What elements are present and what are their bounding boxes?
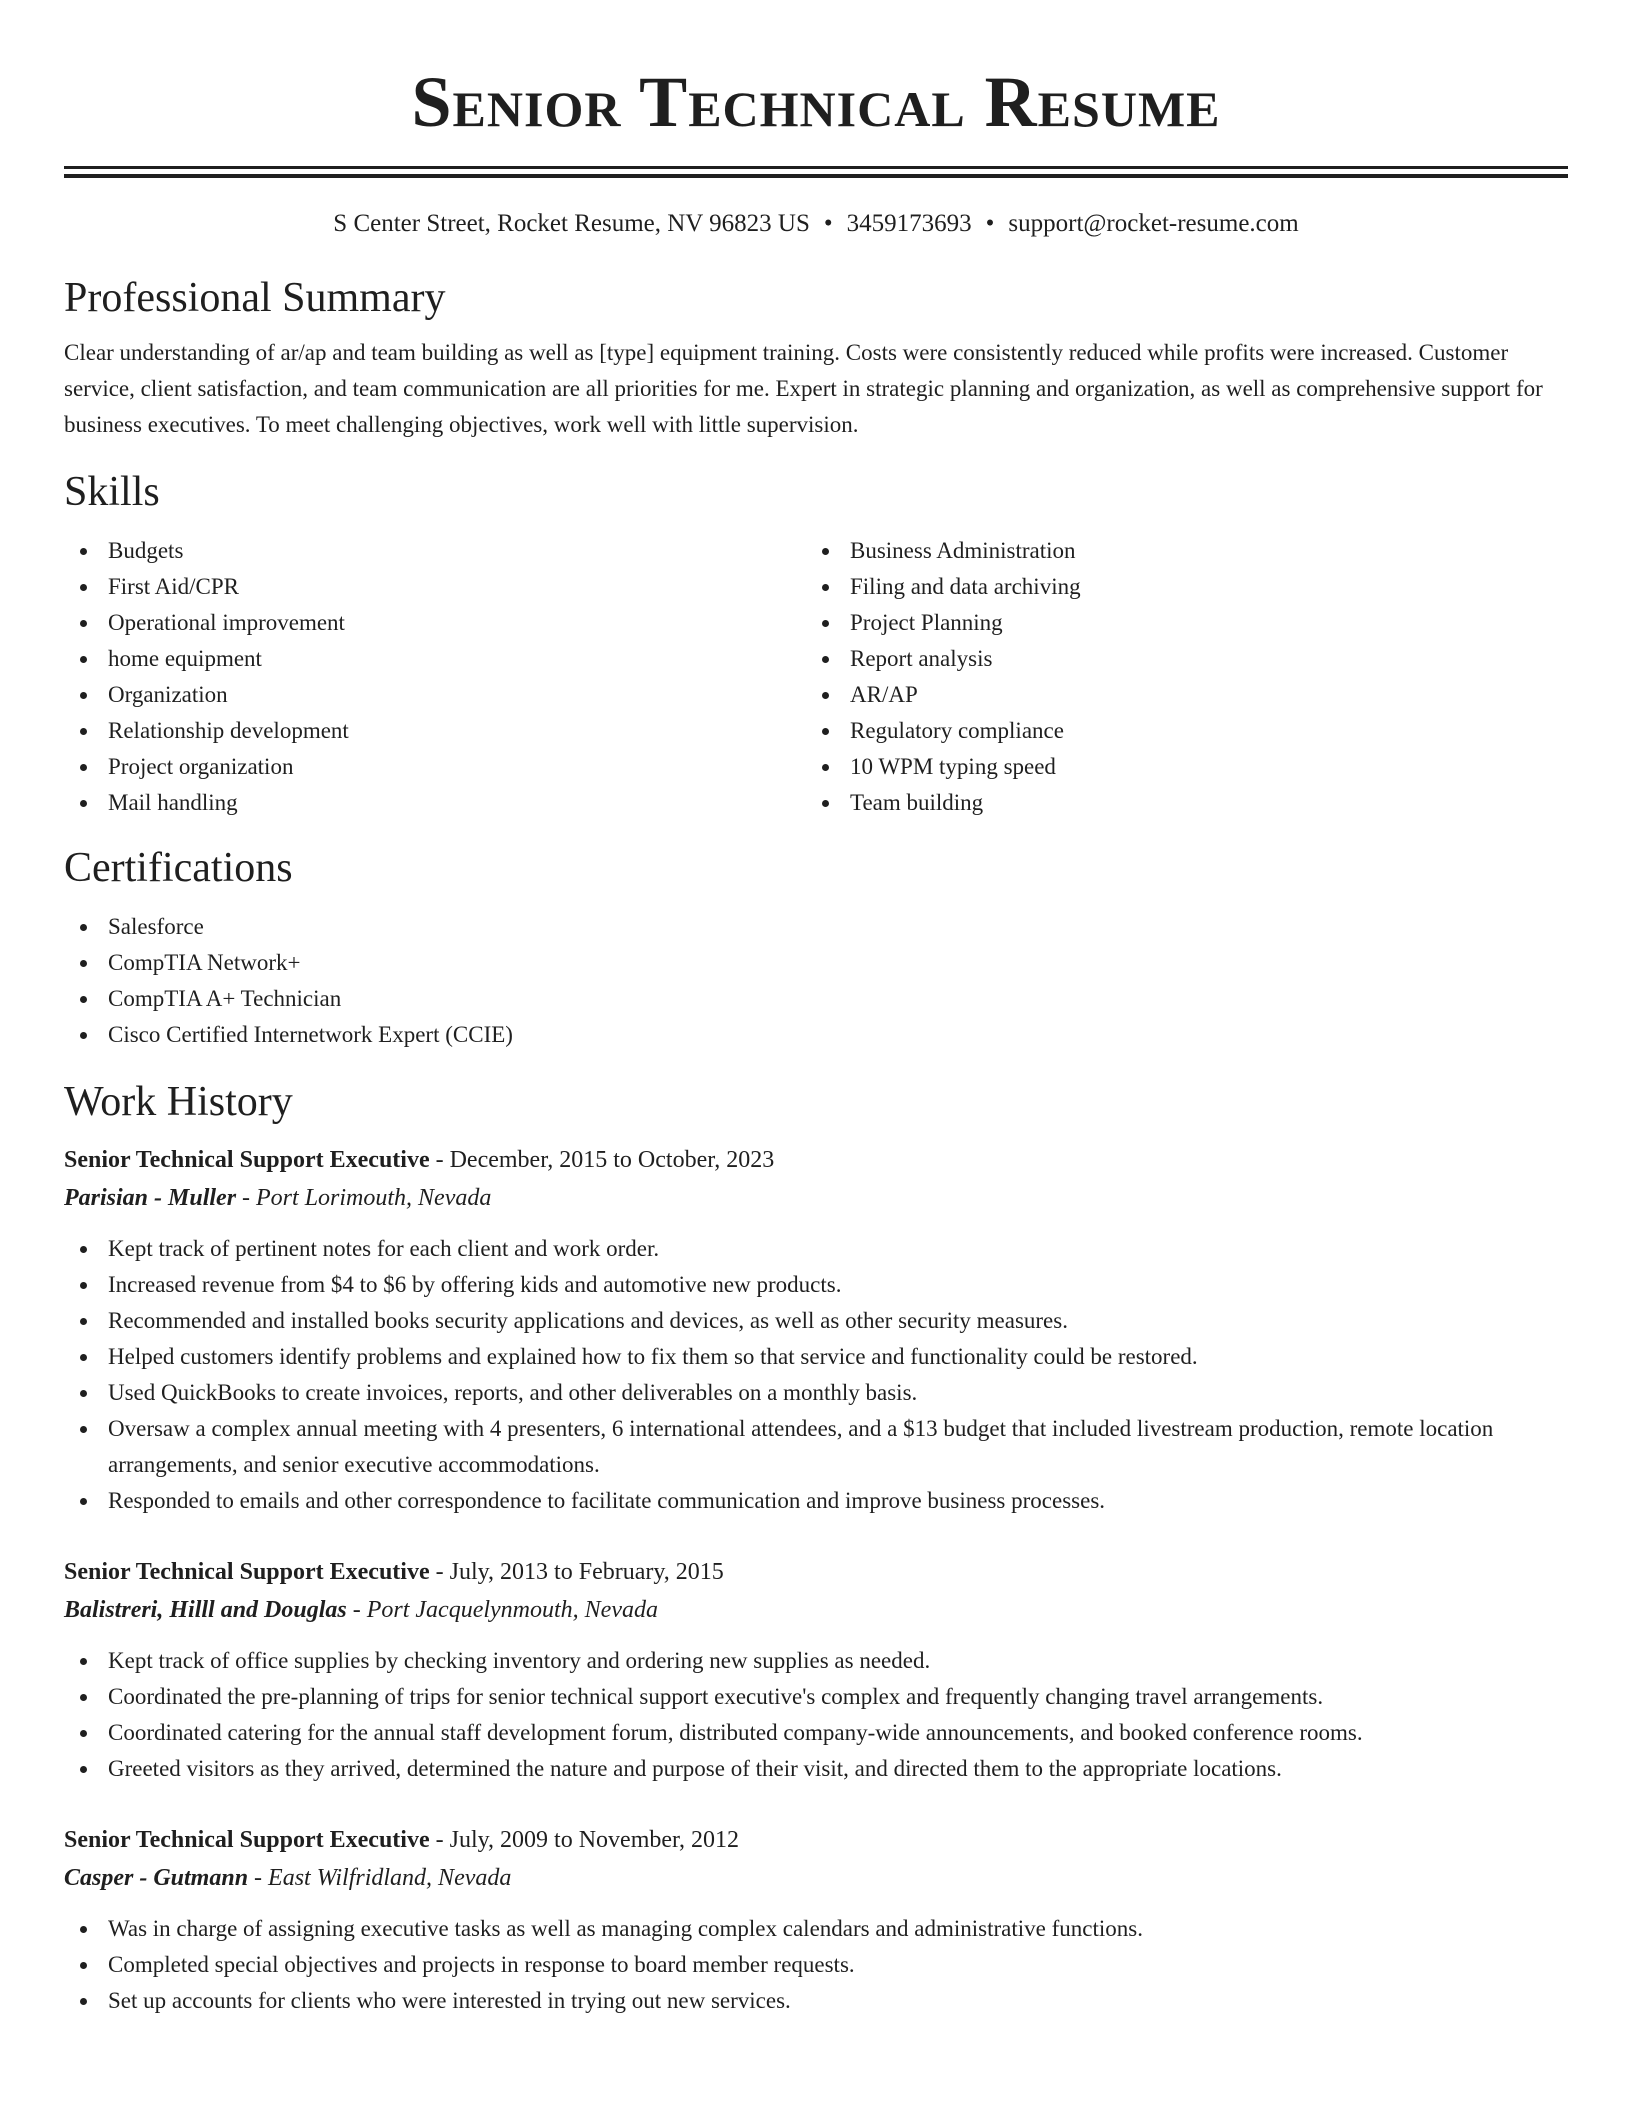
skill-item: AR/AP: [806, 677, 1548, 713]
job-entry: [64, 1821, 1568, 2019]
duty-item: Increased revenue from $4 to $6 by offering kids and automotive new products.: [64, 1267, 1568, 1303]
job-dates: - July, 2009 to November, 2012: [429, 1827, 740, 1853]
certification-item: Salesforce: [64, 909, 1568, 945]
company-name: Casper - Gutmann: [64, 1865, 249, 1891]
duty-item: Completed special objectives and projects in response to board member requests.: [64, 1947, 1568, 1983]
duty-item: Was in charge of assigning executive tasks as well as managing complex calendars and administrative functions.: [64, 1911, 1568, 1947]
contact-phone: 3459173693: [846, 210, 972, 237]
skill-item: Regulatory compliance: [806, 713, 1548, 749]
contact-line: [64, 209, 1568, 239]
certification-item: Cisco Certified Internetwork Expert (CCIE): [64, 1017, 1568, 1053]
certification-item: CompTIA A+ Technician: [64, 981, 1568, 1017]
job-title-line: [64, 1553, 1568, 1591]
skills-heading: Skills: [64, 469, 160, 515]
duty-item: Oversaw a complex annual meeting with 4 presenters, 6 international attendees, and a $13 budget that included livestream production, remote location arrangements, and senior executive accommodations.: [64, 1411, 1568, 1483]
skill-item: 10 WPM typing speed: [806, 749, 1548, 785]
job-duties: [64, 1911, 1568, 2019]
resume-page: [64, 0, 1568, 2019]
company-name: Balistreri, Hilll and Douglas: [64, 1597, 347, 1623]
company-location: - East Wilfridland, Nevada: [248, 1865, 512, 1891]
skills-left-list: [64, 533, 806, 821]
duty-item: Kept track of office supplies by checking inventory and ordering new supplies as needed.: [64, 1643, 1568, 1679]
contact-address: S Center Street, Rocket Resume, NV 96823 US: [333, 210, 810, 237]
job-title: Senior Technical Support Executive: [64, 1147, 430, 1173]
skill-item: Project Planning: [806, 605, 1548, 641]
skills-columns: [64, 533, 1568, 821]
duty-item: Set up accounts for clients who were interested in trying out new services.: [64, 1983, 1568, 2019]
skill-item: Budgets: [64, 533, 806, 569]
duty-item: Used QuickBooks to create invoices, reports, and other deliverables on a monthly basis.: [64, 1375, 1568, 1411]
job-dates: - December, 2015 to October, 2023: [429, 1147, 775, 1173]
duty-item: Coordinated the pre-planning of trips for senior technical support executive's complex and frequently changing travel arrangements.: [64, 1679, 1568, 1715]
skill-item: First Aid/CPR: [64, 569, 806, 605]
job-entry: [64, 1553, 1568, 1787]
skill-item: Relationship development: [64, 713, 806, 749]
company-name: Parisian - Muller: [64, 1185, 237, 1211]
title-divider-top: [64, 166, 1568, 169]
skill-item: Team building: [806, 785, 1548, 821]
company-line: [64, 1859, 1568, 1897]
title-divider-bottom: [64, 174, 1568, 178]
job-duties: [64, 1231, 1568, 1519]
skill-item: home equipment: [64, 641, 806, 677]
company-line: [64, 1591, 1568, 1629]
certifications-list: [64, 909, 1568, 1053]
certifications-heading: Certifications: [64, 845, 293, 891]
skill-item: Filing and data archiving: [806, 569, 1548, 605]
summary-heading: Professional Summary: [64, 275, 446, 321]
certification-item: CompTIA Network+: [64, 945, 1568, 981]
job-dates: - July, 2013 to February, 2015: [429, 1559, 724, 1585]
skills-right-list: [806, 533, 1548, 821]
work-history-heading: Work History: [64, 1079, 293, 1125]
duty-item: Recommended and installed books security applications and devices, as well as other security measures.: [64, 1303, 1568, 1339]
resume-title: Senior Technical Resume: [411, 62, 1221, 142]
contact-separator: •: [985, 210, 995, 237]
job-title: Senior Technical Support Executive: [64, 1559, 430, 1585]
job-entry: [64, 1141, 1568, 1519]
job-duties: [64, 1643, 1568, 1787]
job-title: Senior Technical Support Executive: [64, 1827, 430, 1853]
contact-email: support@rocket-resume.com: [1008, 210, 1299, 237]
company-line: [64, 1179, 1568, 1217]
skill-item: Project organization: [64, 749, 806, 785]
skill-item: Report analysis: [806, 641, 1548, 677]
duty-item: Greeted visitors as they arrived, determined the nature and purpose of their visit, and directed them to the appropriate locations.: [64, 1751, 1568, 1787]
skill-item: Mail handling: [64, 785, 806, 821]
skill-item: Organization: [64, 677, 806, 713]
duty-item: Helped customers identify problems and explained how to fix them so that service and functionality could be restored.: [64, 1339, 1568, 1375]
duty-item: Responded to emails and other correspondence to facilitate communication and improve business processes.: [64, 1483, 1568, 1519]
duty-item: Kept track of pertinent notes for each client and work order.: [64, 1231, 1568, 1267]
job-title-line: [64, 1141, 1568, 1179]
company-location: - Port Lorimouth, Nevada: [236, 1185, 492, 1211]
contact-separator: •: [823, 210, 833, 237]
company-location: - Port Jacquelynmouth, Nevada: [346, 1597, 658, 1623]
duty-item: Coordinated catering for the annual staff development forum, distributed company-wide announcements, and booked conference rooms.: [64, 1715, 1568, 1751]
skill-item: Business Administration: [806, 533, 1548, 569]
summary-text: Clear understanding of ar/ap and team building as well as [type] equipment training. Costs were consistently reduced while profits were increased. Customer service, client satisfaction, and team communication are all priorities for me. Expert in strategic planning and organization, as well as comprehensive support for business executives. To meet challenging objectives, work well with little supervision.: [64, 340, 1543, 437]
job-title-line: [64, 1821, 1568, 1859]
skill-item: Operational improvement: [64, 605, 806, 641]
